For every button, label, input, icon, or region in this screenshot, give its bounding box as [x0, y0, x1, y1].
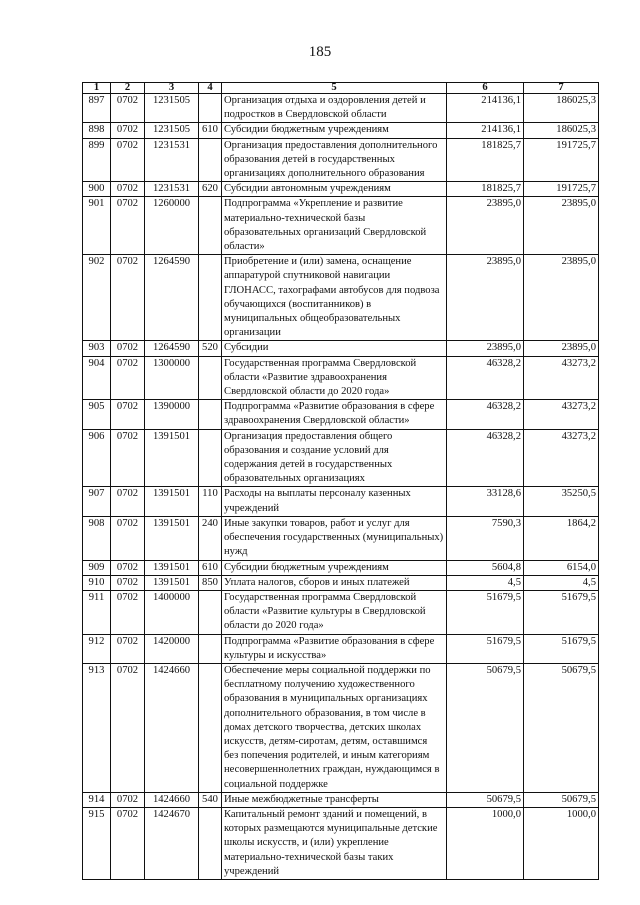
expense-type-cell: 520 — [199, 341, 222, 356]
row-number-cell: 911 — [83, 590, 111, 634]
section-code-cell: 0702 — [111, 560, 145, 575]
target-article-cell: 1391501 — [145, 575, 199, 590]
amount-year2-cell: 1864,2 — [524, 516, 599, 560]
amount-year2-cell: 1000,0 — [524, 807, 599, 879]
table-row — [83, 487, 599, 516]
amount-year1-cell: 33128,6 — [447, 487, 524, 516]
table-row — [83, 341, 599, 356]
amount-year1-cell: 50679,5 — [447, 663, 524, 792]
amount-year2-cell: 23895,0 — [524, 255, 599, 341]
amount-year1-cell: 23895,0 — [447, 197, 524, 255]
description-cell: Субсидии автономным учреждениям — [222, 182, 447, 197]
description-cell: Иные межбюджетные трансферты — [222, 792, 447, 807]
section-code-cell: 0702 — [111, 792, 145, 807]
amount-year2-cell: 51679,5 — [524, 590, 599, 634]
section-code-cell: 0702 — [111, 487, 145, 516]
table-row — [83, 792, 599, 807]
section-code-cell: 0702 — [111, 341, 145, 356]
section-code-cell: 0702 — [111, 516, 145, 560]
row-number-cell: 910 — [83, 575, 111, 590]
target-article-cell: 1420000 — [145, 634, 199, 663]
amount-year2-cell: 43273,2 — [524, 429, 599, 487]
amount-year1-cell: 46328,2 — [447, 429, 524, 487]
target-article-cell: 1231531 — [145, 138, 199, 182]
table-row — [83, 429, 599, 487]
amount-year2-cell: 51679,5 — [524, 634, 599, 663]
expense-type-cell: 610 — [199, 123, 222, 138]
target-article-cell: 1300000 — [145, 356, 199, 400]
description-cell: Государственная программа Свердловской области «Развитие культуры в Свердловской области до 2020 года» — [222, 590, 447, 634]
amount-year1-cell: 46328,2 — [447, 356, 524, 400]
table-row — [83, 255, 599, 341]
target-article-cell: 1264590 — [145, 341, 199, 356]
table-header-row — [83, 83, 599, 94]
description-cell: Организация предоставления общего образования и создание условий для содержания детей в государственных образовательных организациях — [222, 429, 447, 487]
section-code-cell: 0702 — [111, 634, 145, 663]
amount-year1-cell: 50679,5 — [447, 792, 524, 807]
amount-year2-cell: 186025,3 — [524, 94, 599, 123]
amount-year2-cell: 186025,3 — [524, 123, 599, 138]
table-row — [83, 807, 599, 879]
row-number-cell: 908 — [83, 516, 111, 560]
amount-year1-cell: 4,5 — [447, 575, 524, 590]
table-row — [83, 197, 599, 255]
row-number-cell: 912 — [83, 634, 111, 663]
expense-type-cell — [199, 429, 222, 487]
description-cell: Иные закупки товаров, работ и услуг для обеспечения государственных (муниципальных) нужд — [222, 516, 447, 560]
expense-type-cell — [199, 138, 222, 182]
target-article-cell: 1264590 — [145, 255, 199, 341]
section-code-cell: 0702 — [111, 255, 145, 341]
row-number-cell: 901 — [83, 197, 111, 255]
table-row — [83, 634, 599, 663]
section-code-cell: 0702 — [111, 356, 145, 400]
description-cell: Субсидии бюджетным учреждениям — [222, 123, 447, 138]
amount-year2-cell: 6154,0 — [524, 560, 599, 575]
section-code-cell: 0702 — [111, 429, 145, 487]
table-body — [83, 94, 599, 880]
row-number-cell: 900 — [83, 182, 111, 197]
section-code-cell: 0702 — [111, 663, 145, 792]
target-article-cell: 1424670 — [145, 807, 199, 879]
target-article-cell: 1400000 — [145, 590, 199, 634]
amount-year1-cell: 7590,3 — [447, 516, 524, 560]
target-article-cell: 1424660 — [145, 792, 199, 807]
column-header: 3 — [145, 83, 199, 94]
expense-type-cell: 610 — [199, 560, 222, 575]
row-number-cell: 906 — [83, 429, 111, 487]
expense-type-cell — [199, 663, 222, 792]
amount-year1-cell: 181825,7 — [447, 138, 524, 182]
row-number-cell: 898 — [83, 123, 111, 138]
target-article-cell: 1231505 — [145, 94, 199, 123]
amount-year1-cell: 23895,0 — [447, 255, 524, 341]
section-code-cell: 0702 — [111, 575, 145, 590]
row-number-cell: 902 — [83, 255, 111, 341]
description-cell: Подпрограмма «Укрепление и развитие материально-технической базы образовательных организаций Свердловской области» — [222, 197, 447, 255]
table-row — [83, 663, 599, 792]
expense-type-cell — [199, 590, 222, 634]
expense-type-cell — [199, 255, 222, 341]
description-cell: Капитальный ремонт зданий и помещений, в которых размещаются муниципальные детские школы искусств, и (или) укрепление материально-технической базы таких учреждений — [222, 807, 447, 879]
column-header: 4 — [199, 83, 222, 94]
section-code-cell: 0702 — [111, 590, 145, 634]
target-article-cell: 1231531 — [145, 182, 199, 197]
section-code-cell: 0702 — [111, 807, 145, 879]
row-number-cell: 899 — [83, 138, 111, 182]
row-number-cell: 914 — [83, 792, 111, 807]
target-article-cell: 1391501 — [145, 487, 199, 516]
description-cell: Организация предоставления дополнительного образования детей в государственных организациях дополнительного образования — [222, 138, 447, 182]
description-cell: Субсидии — [222, 341, 447, 356]
column-header: 5 — [222, 83, 447, 94]
expense-type-cell — [199, 400, 222, 429]
row-number-cell: 909 — [83, 560, 111, 575]
column-header: 2 — [111, 83, 145, 94]
target-article-cell: 1390000 — [145, 400, 199, 429]
amount-year2-cell: 23895,0 — [524, 197, 599, 255]
expense-type-cell: 240 — [199, 516, 222, 560]
section-code-cell: 0702 — [111, 400, 145, 429]
row-number-cell: 904 — [83, 356, 111, 400]
section-code-cell: 0702 — [111, 123, 145, 138]
amount-year1-cell: 23895,0 — [447, 341, 524, 356]
expense-type-cell — [199, 197, 222, 255]
column-header: 7 — [524, 83, 599, 94]
amount-year2-cell: 4,5 — [524, 575, 599, 590]
budget-table — [82, 82, 599, 880]
expense-type-cell: 620 — [199, 182, 222, 197]
amount-year1-cell: 181825,7 — [447, 182, 524, 197]
description-cell: Уплата налогов, сборов и иных платежей — [222, 575, 447, 590]
expense-type-cell: 110 — [199, 487, 222, 516]
amount-year1-cell: 51679,5 — [447, 634, 524, 663]
description-cell: Обеспечение меры социальной поддержки по бесплатному получению художественного образования в муниципальных организациях дополнительного образования, в том числе в домах детского творчества, детских школах искусств, детям-сиротам, детям, оставшимся без попечения родителей, и иным категориям несовершеннолетних граждан, нуждающимся в социальной поддержке — [222, 663, 447, 792]
row-number-cell: 903 — [83, 341, 111, 356]
amount-year1-cell: 1000,0 — [447, 807, 524, 879]
page-number: 185 — [308, 44, 332, 60]
expense-type-cell: 540 — [199, 792, 222, 807]
table-row — [83, 400, 599, 429]
table-row — [83, 516, 599, 560]
expense-type-cell — [199, 94, 222, 123]
amount-year1-cell: 46328,2 — [447, 400, 524, 429]
description-cell: Субсидии бюджетным учреждениям — [222, 560, 447, 575]
table-row — [83, 356, 599, 400]
amount-year2-cell: 43273,2 — [524, 356, 599, 400]
target-article-cell: 1424660 — [145, 663, 199, 792]
section-code-cell: 0702 — [111, 94, 145, 123]
amount-year2-cell: 23895,0 — [524, 341, 599, 356]
table-row — [83, 138, 599, 182]
description-cell: Подпрограмма «Развитие образования в сфере культуры и искусства» — [222, 634, 447, 663]
table-row — [83, 575, 599, 590]
amount-year2-cell: 50679,5 — [524, 792, 599, 807]
target-article-cell: 1391501 — [145, 560, 199, 575]
expense-type-cell — [199, 356, 222, 400]
target-article-cell: 1260000 — [145, 197, 199, 255]
description-cell: Государственная программа Свердловской области «Развитие здравоохранения Свердловской области до 2020 года» — [222, 356, 447, 400]
amount-year1-cell: 5604,8 — [447, 560, 524, 575]
section-code-cell: 0702 — [111, 182, 145, 197]
amount-year2-cell: 191725,7 — [524, 182, 599, 197]
description-cell: Расходы на выплаты персоналу казенных учреждений — [222, 487, 447, 516]
row-number-cell: 907 — [83, 487, 111, 516]
row-number-cell: 915 — [83, 807, 111, 879]
description-cell: Подпрограмма «Развитие образования в сфере здравоохранения Свердловской области» — [222, 400, 447, 429]
target-article-cell: 1391501 — [145, 429, 199, 487]
table-row — [83, 590, 599, 634]
amount-year1-cell: 214136,1 — [447, 94, 524, 123]
expense-type-cell — [199, 807, 222, 879]
amount-year2-cell: 191725,7 — [524, 138, 599, 182]
table-row — [83, 123, 599, 138]
section-code-cell: 0702 — [111, 197, 145, 255]
row-number-cell: 905 — [83, 400, 111, 429]
table-row — [83, 182, 599, 197]
table-row — [83, 94, 599, 123]
column-header: 6 — [447, 83, 524, 94]
amount-year2-cell: 43273,2 — [524, 400, 599, 429]
amount-year2-cell: 50679,5 — [524, 663, 599, 792]
amount-year2-cell: 35250,5 — [524, 487, 599, 516]
amount-year1-cell: 51679,5 — [447, 590, 524, 634]
row-number-cell: 897 — [83, 94, 111, 123]
target-article-cell: 1231505 — [145, 123, 199, 138]
target-article-cell: 1391501 — [145, 516, 199, 560]
description-cell: Приобретение и (или) замена, оснащение аппаратурой спутниковой навигации ГЛОНАСС, тахографами автобусов для подвоза обучающихся (воспитанников) в муниципальных общеобразовательных организации — [222, 255, 447, 341]
expense-type-cell — [199, 634, 222, 663]
amount-year1-cell: 214136,1 — [447, 123, 524, 138]
description-cell: Организация отдыха и оздоровления детей и подростков в Свердловской области — [222, 94, 447, 123]
row-number-cell: 913 — [83, 663, 111, 792]
column-header: 1 — [83, 83, 111, 94]
expense-type-cell: 850 — [199, 575, 222, 590]
table-row — [83, 560, 599, 575]
section-code-cell: 0702 — [111, 138, 145, 182]
